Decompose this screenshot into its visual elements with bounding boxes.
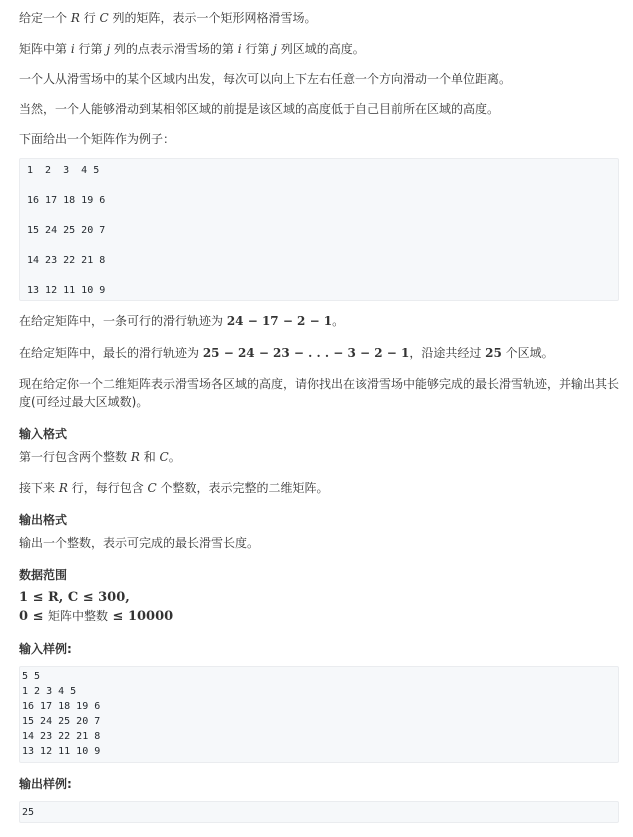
text: 接下来 (19, 481, 59, 495)
text: 。 (168, 450, 181, 464)
text: 行第 (241, 42, 274, 56)
output-format-heading: 输出格式 (19, 513, 68, 527)
code-line: 15 24 25 20 7 (22, 716, 101, 727)
intro-line-2 (19, 41, 365, 57)
math-var: C (159, 450, 169, 464)
matrix-row: 14 23 22 21 8 (27, 255, 106, 266)
input-format-line-1 (19, 449, 181, 465)
code-line: 16 17 18 19 6 (22, 701, 101, 712)
trail-feasible (19, 313, 344, 329)
math-var: R (130, 450, 140, 464)
intro-line-1 (19, 10, 317, 26)
task-description: 现在给定你一个二维矩阵表示滑雪场各区域的高度，请你找出在该滑雪场中能够完成的最长滑雪轨迹，并输出其长度(可经过最大区域数)。 (19, 377, 620, 409)
math-expr: ≤ 10000 (108, 609, 174, 624)
example-matrix-block (19, 158, 619, 301)
text: 矩阵中第 (19, 42, 71, 56)
intro-line-5: 下面给出一个矩阵作为例子： (19, 132, 176, 146)
text: ，沿途共经过 (409, 346, 486, 360)
input-format-heading: 输入格式 (19, 427, 68, 441)
intro-line-4: 当然，一个人能够滑动到某相邻区域的前提是该区域的高度低于自己目前所在区域的高度。 (19, 102, 500, 116)
code-line: 5 5 (22, 671, 41, 682)
math-var: i (70, 42, 75, 56)
text: 在给定矩阵中，一条可行的滑行轨迹为 (19, 314, 227, 328)
text: 列的矩阵，表示一个矩形网格滑雪场。 (108, 11, 317, 25)
math-var: j (106, 42, 111, 56)
text: 行 (79, 11, 100, 25)
input-format-line-2 (19, 480, 329, 496)
text: 。 (332, 314, 345, 328)
sample-input-heading: 输入样例: (19, 642, 72, 656)
text: 行，每行包含 (67, 481, 148, 495)
math-var: R (70, 11, 80, 25)
text: 列的点表示滑雪场的第 (110, 42, 238, 56)
text: 列区域的高度。 (276, 42, 365, 56)
matrix-row: 13 12 11 10 9 (27, 285, 106, 296)
code-line: 25 (22, 807, 35, 818)
code-line: 14 23 22 21 8 (22, 731, 101, 742)
text: 个区域。 (501, 346, 554, 360)
range-heading: 数据范围 (19, 568, 68, 582)
text: 在给定矩阵中，最长的滑行轨迹为 (19, 346, 203, 360)
text: 矩阵中整数 (48, 609, 109, 623)
matrix-row: 15 24 25 20 7 (27, 225, 106, 236)
sample-output-block[interactable] (19, 801, 619, 823)
matrix-row: 1 2 3 4 5 (27, 165, 100, 176)
text: 和 (139, 450, 160, 464)
trail-longest (19, 345, 554, 361)
math-var: R (58, 481, 68, 495)
code-line: 1 2 3 4 5 (22, 686, 77, 697)
sample-output-heading: 输出样例: (19, 777, 72, 791)
sample-input-block[interactable] (19, 666, 619, 763)
math-var: C (147, 481, 157, 495)
math-expr: 25 − 24 − 23 − . . . − 3 − 2 − 1 (202, 346, 410, 360)
math-expr: 0 ≤ (19, 609, 48, 624)
matrix-row: 16 17 18 19 6 (27, 195, 106, 206)
text: 行第 (74, 42, 107, 56)
code-line: 13 12 11 10 9 (22, 746, 101, 757)
intro-line-3: 一个人从滑雪场中的某个区域内出发，每次可以向上下左右任意一个方向滑动一个单位距离。 (19, 72, 512, 86)
math-var: j (273, 42, 277, 56)
text: 给定一个 (19, 11, 71, 25)
text: 个整数，表示完整的二维矩阵。 (156, 481, 329, 495)
math-var: i (237, 42, 242, 56)
math-expr: 24 − 17 − 2 − 1 (226, 314, 333, 328)
text: 第一行包含两个整数 (19, 450, 131, 464)
math-num: 25 (485, 346, 502, 360)
range-line-1: 1 ≤ R, C ≤ 300, (19, 590, 130, 605)
output-format-line-1: 输出一个整数，表示可完成的最长滑雪长度。 (19, 536, 260, 550)
range-line-2 (19, 608, 173, 625)
math-var: C (99, 11, 109, 25)
